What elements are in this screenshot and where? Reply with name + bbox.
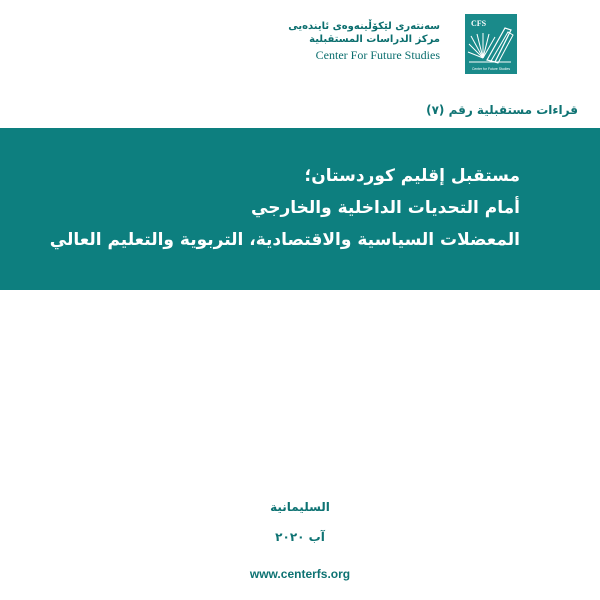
series-label: قراءات مستقبلية رقم (٧)	[426, 103, 578, 117]
logo-subtext: Center for Future Studies	[471, 67, 511, 71]
title-line-2: أمام التحديات الداخلية والخارجي	[251, 198, 520, 218]
title-line-1: مستقبل إقليم كوردستان؛	[304, 166, 520, 186]
org-name-english: Center For Future Studies	[315, 48, 440, 62]
publication-city: السليمانية	[270, 500, 330, 514]
logo-text: CFS	[471, 19, 487, 28]
publication-date: آب ٢٠٢٠	[275, 530, 325, 544]
sunrise-book-icon	[465, 14, 517, 74]
document-title	[50, 160, 520, 256]
org-name-kurdish: سەنتەری لێکۆڵینەوەی ئایندەیی	[288, 21, 440, 32]
title-banner	[0, 128, 600, 290]
title-line-3: المعضلات السياسية والاقتصادية، التربوية والتعليم العالي	[49, 230, 520, 250]
cfs-logo	[465, 14, 517, 74]
org-names	[288, 20, 440, 63]
org-name-arabic: مركز الدراسات المستقبلية	[309, 34, 440, 45]
website-link[interactable]: www.centerfs.org	[249, 567, 351, 581]
